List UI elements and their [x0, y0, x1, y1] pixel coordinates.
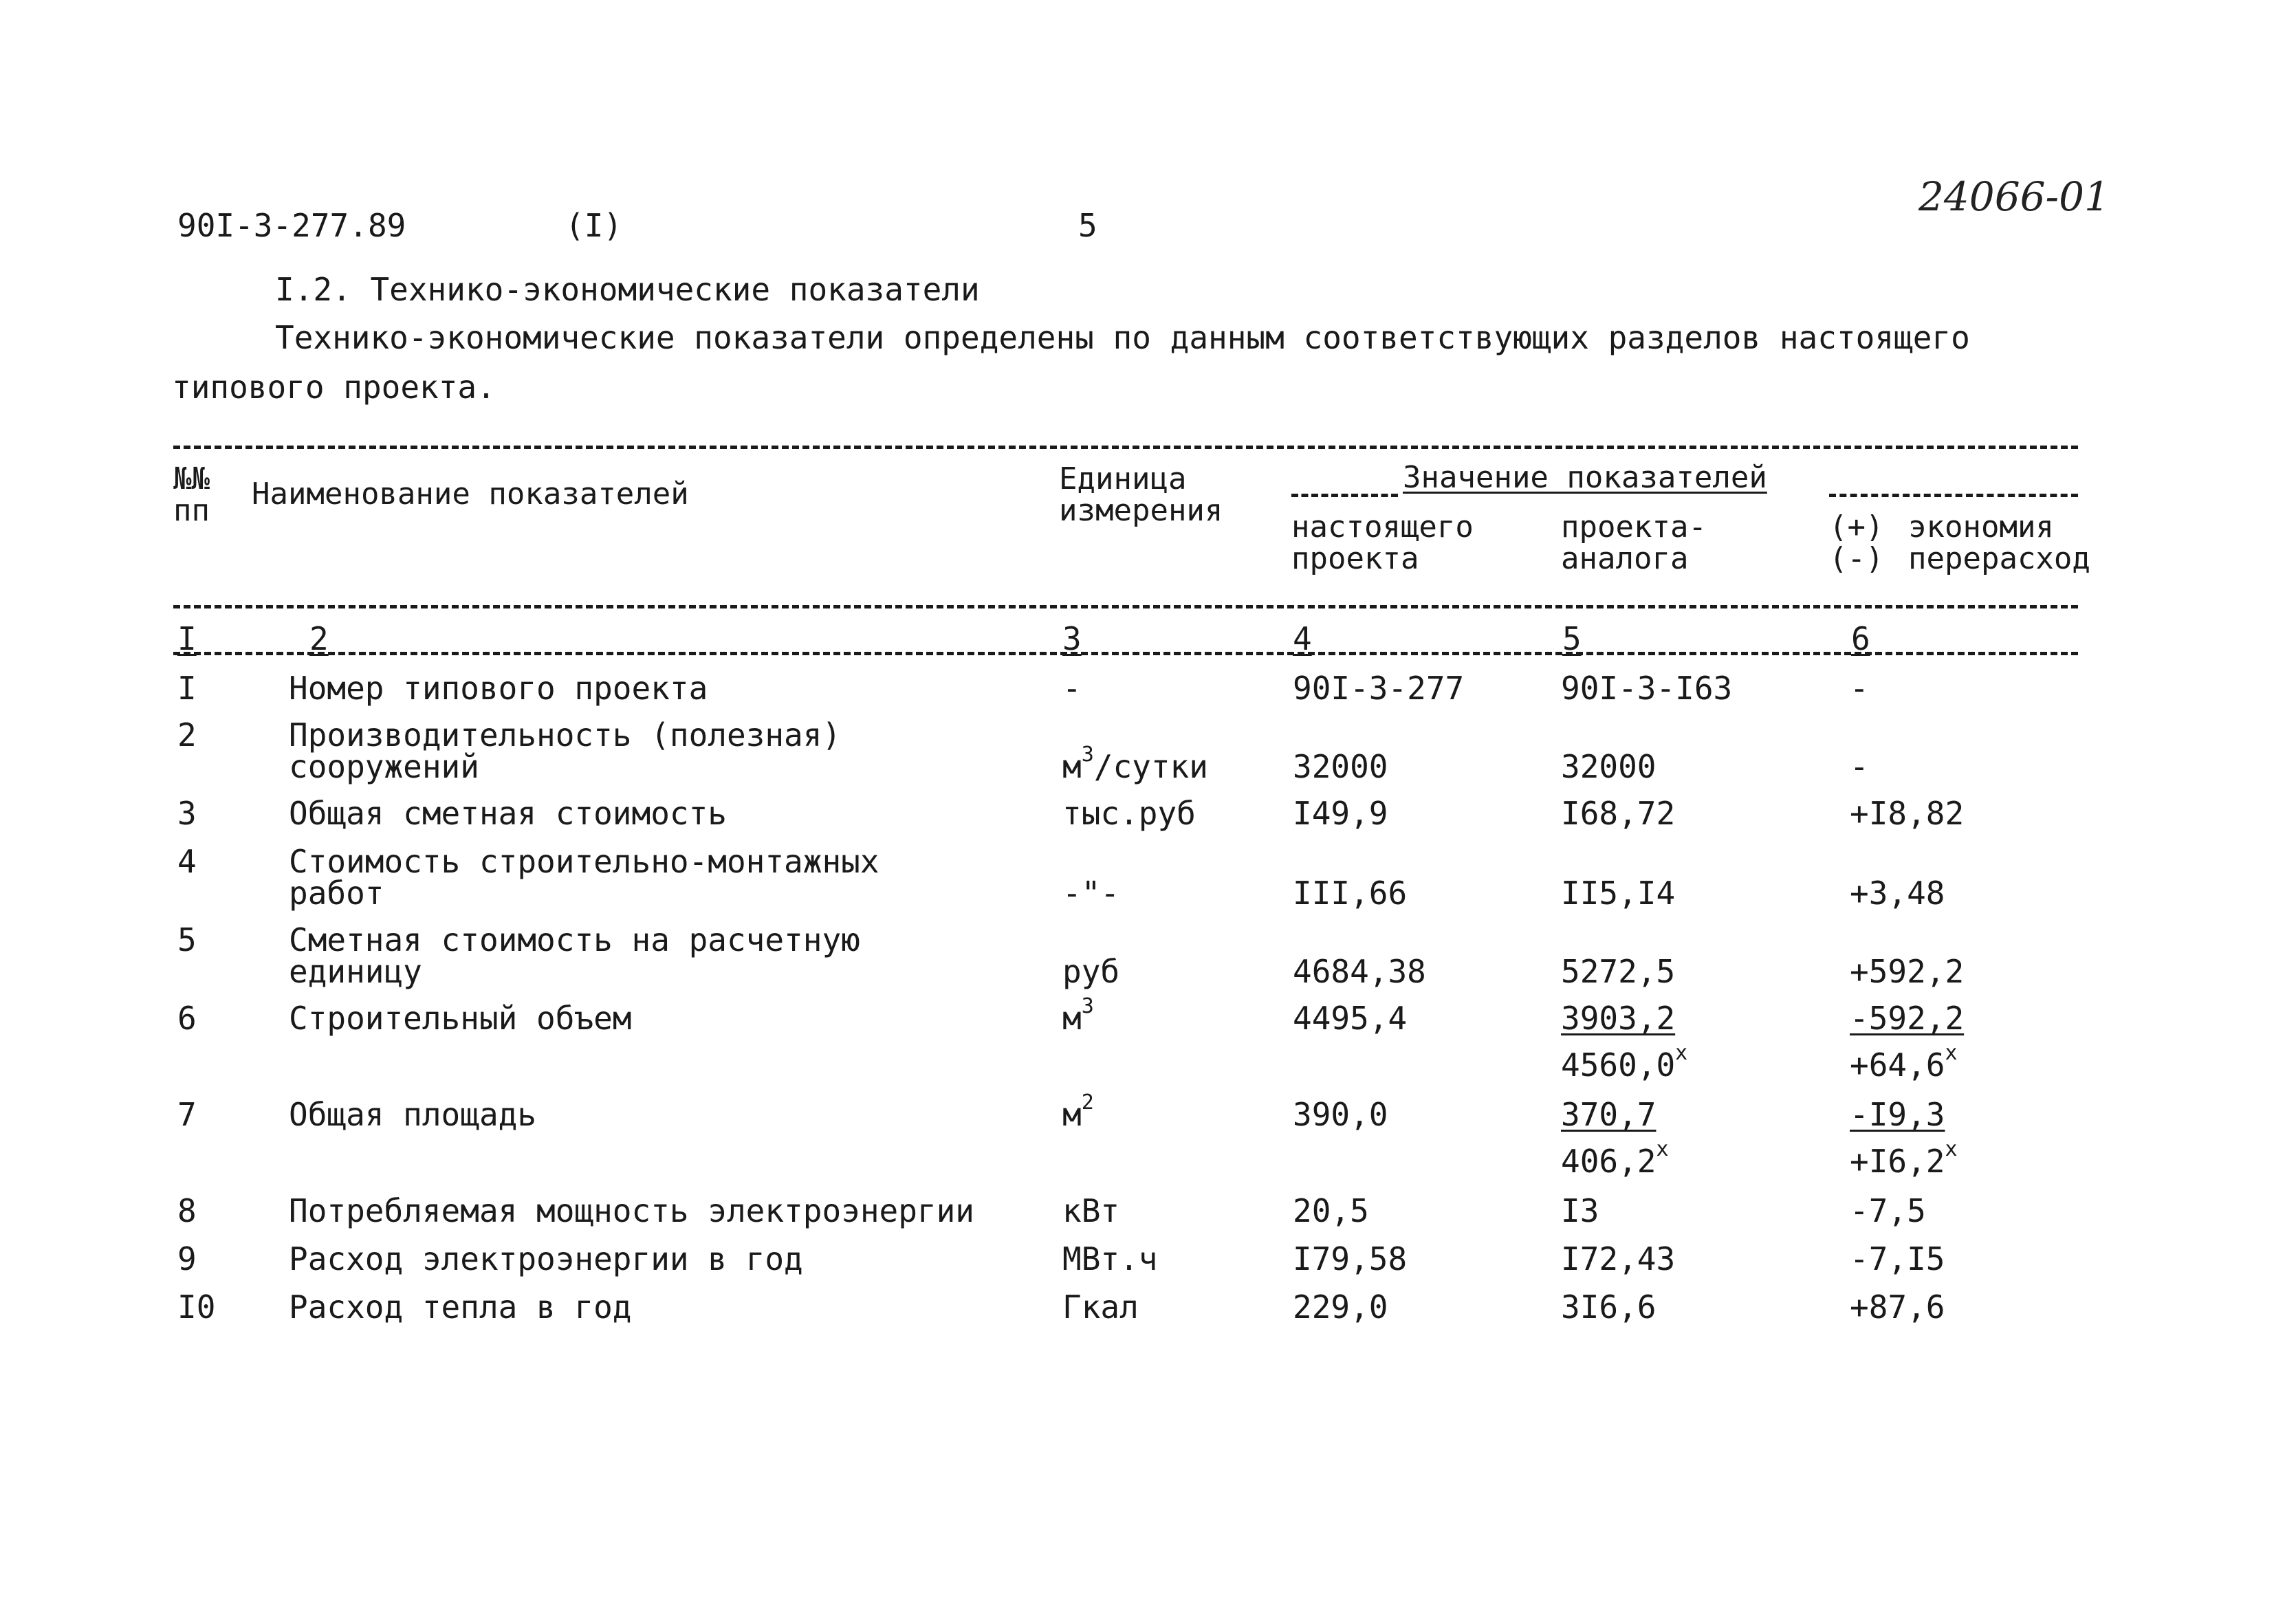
analog-value: 3903,2 — [1561, 1000, 1676, 1037]
column-number-1: I — [177, 620, 197, 657]
row-number: 2 — [177, 716, 197, 754]
indicator-name-continued: работ — [289, 875, 384, 912]
indicator-name: Расход тепла в год — [289, 1288, 632, 1326]
current-value: 90I-3-277 — [1293, 670, 1465, 707]
column-number-2: 2 — [309, 620, 329, 657]
indicator-name: Номер типового проекта — [289, 670, 708, 707]
indicator-name: Строительный объем — [289, 1000, 632, 1037]
indicator-name: Стоимость строительно-монтажных — [289, 843, 879, 880]
unit: $м^2$ — [1062, 1090, 1094, 1133]
current-value: 32000 — [1293, 748, 1388, 785]
handwritten-number: 24066-01 — [1918, 173, 2110, 220]
analog-value: I68,72 — [1561, 795, 1676, 832]
difference-value: +592,2 — [1850, 953, 1965, 990]
difference-value: +I8,82 — [1850, 795, 1965, 832]
analog-value: I72,43 — [1561, 1240, 1676, 1277]
header-economy: экономия перерасход — [1908, 509, 2090, 576]
difference-value: -592,2 — [1850, 1000, 1965, 1037]
current-value: 4684,38 — [1293, 953, 1426, 990]
header-number: №№ пп — [173, 461, 210, 528]
indicator-name: Сметная стоимость на расчетную — [289, 921, 860, 958]
current-value: 4495,4 — [1293, 1000, 1408, 1037]
unit: $м^3$/сутки — [1062, 743, 1208, 785]
difference-value: +87,6 — [1850, 1288, 1945, 1326]
analog-value: 5272,5 — [1561, 953, 1676, 990]
unit: $м^3$ — [1062, 994, 1094, 1037]
current-value: III,66 — [1293, 875, 1408, 912]
header-sign: (+) (-) — [1829, 509, 1884, 576]
analog-value-alternate: 4560,0$^x$ — [1561, 1041, 1688, 1084]
analog-value: II5,I4 — [1561, 875, 1676, 912]
unit: кВт — [1062, 1192, 1120, 1229]
row-number: 8 — [177, 1192, 197, 1229]
indicator-name: Производительность (полезная) — [289, 716, 842, 754]
header-values-group: Значение показателей — [1403, 460, 1767, 495]
current-value: I49,9 — [1293, 795, 1388, 832]
page-number: 5 — [1078, 207, 1097, 244]
analog-value-alternate: 406,2$^x$ — [1561, 1137, 1669, 1180]
current-value: 390,0 — [1293, 1096, 1388, 1133]
indicator-name: Общая площадь — [289, 1096, 537, 1133]
document-part: (I) — [565, 207, 623, 244]
indicator-name: Потребляемая мощность электроэнергии — [289, 1192, 974, 1229]
indicator-name: Расход электроэнергии в год — [289, 1240, 803, 1277]
row-number: I0 — [177, 1288, 216, 1326]
group-rule-right — [1829, 494, 2078, 497]
row-number: I — [177, 670, 197, 707]
row-number: 3 — [177, 795, 197, 832]
group-rule-left — [1291, 494, 1398, 497]
row-number: 6 — [177, 1000, 197, 1037]
unit: -"- — [1062, 875, 1120, 912]
column-number-3: 3 — [1062, 620, 1082, 657]
analog-value: 3I6,6 — [1561, 1288, 1657, 1326]
indicator-name-continued: единицу — [289, 953, 422, 990]
current-value: 229,0 — [1293, 1288, 1388, 1326]
row-number: 9 — [177, 1240, 197, 1277]
indicator-name: Общая сметная стоимость — [289, 795, 727, 832]
difference-value-alternate: $+64,6^x$ — [1850, 1041, 1958, 1084]
difference-value-alternate: $+I6,2^x$ — [1850, 1137, 1958, 1180]
header-current-project: настоящего проекта — [1291, 509, 1474, 576]
difference-value: -7,I5 — [1850, 1240, 1945, 1277]
unit: МВт.ч — [1062, 1240, 1158, 1277]
current-value: 20,5 — [1293, 1192, 1369, 1229]
unit: руб — [1062, 953, 1120, 990]
indicator-name-continued: сооружений — [289, 748, 479, 785]
difference-value: - — [1850, 670, 1869, 707]
column-number-5: 5 — [1562, 620, 1582, 657]
analog-value: 90I-3-I63 — [1561, 670, 1733, 707]
header-name: Наименование показателей — [252, 476, 689, 512]
table-top-rule — [173, 446, 2078, 449]
current-value: I79,58 — [1293, 1240, 1408, 1277]
difference-value: -7,5 — [1850, 1192, 1926, 1229]
section-title: I.2. Технико-экономические показатели — [275, 271, 980, 308]
unit: - — [1062, 670, 1082, 707]
analog-value: I3 — [1561, 1192, 1599, 1229]
unit: тыс.руб — [1062, 795, 1196, 832]
analog-value: 32000 — [1561, 748, 1657, 785]
difference-value: +3,48 — [1850, 875, 1945, 912]
column-number-6: 6 — [1851, 620, 1870, 657]
difference-value: -I9,3 — [1850, 1096, 1945, 1133]
document-code: 90I-3-277.89 — [177, 207, 406, 244]
intro-line-2: типового проекта. — [172, 369, 496, 406]
column-number-4: 4 — [1293, 620, 1312, 657]
row-number: 7 — [177, 1096, 197, 1133]
difference-value: - — [1850, 748, 1869, 785]
header-unit: Единица измерения — [1059, 461, 1223, 528]
analog-value: 370,7 — [1561, 1096, 1657, 1133]
row-number: 4 — [177, 843, 197, 880]
unit: Гкал — [1062, 1288, 1139, 1326]
header-analog-project: проекта- аналога — [1561, 509, 1707, 576]
column-number-rule — [173, 652, 2078, 655]
intro-line-1: Технико-экономические показатели определены по данным соответствующих разделов настоящего — [275, 319, 1970, 356]
table-header-rule — [173, 605, 2078, 608]
row-number: 5 — [177, 921, 197, 958]
